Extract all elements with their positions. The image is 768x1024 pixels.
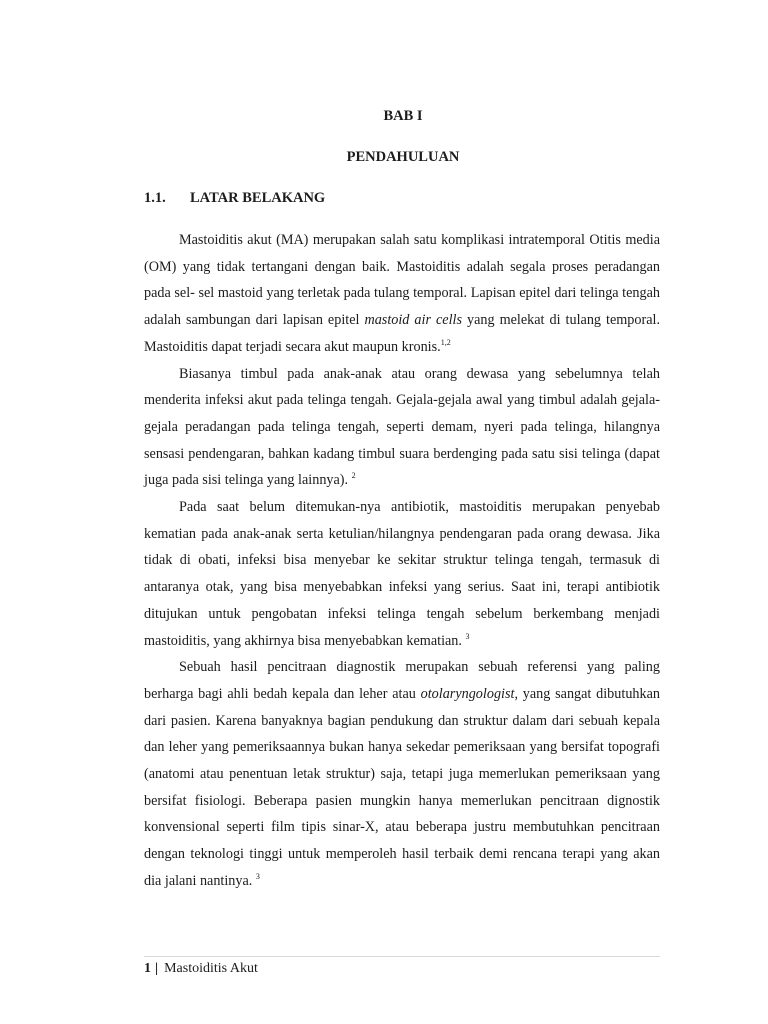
citation-ref: 2 xyxy=(351,471,356,481)
section-title: LATAR BELAKANG xyxy=(190,190,326,206)
paragraph xyxy=(144,361,660,495)
footer-separator: | xyxy=(155,961,159,976)
page-footer xyxy=(144,956,660,977)
body-text xyxy=(144,227,660,895)
page-number: 1 xyxy=(144,961,151,976)
paragraph-text: yang melekat di tulang temporal. Mastoiditis dapat terjadi secara akut maupun kronis. xyxy=(144,312,660,355)
paragraph-text: Sebuah hasil pencitraan diagnostik merupakan sebuah referensi yang paling berharga bagi ahli bedah kepala dan leher atau xyxy=(144,659,660,702)
paragraph xyxy=(144,654,660,894)
paragraph-text: , yang sangat dibutuhkan dari pasien. Karena banyaknya bagian pendukung dan struktur dalam dari sebuah kepala dan leher yang pemeriksaannya bukan hanya sekedar pemeriksaan yang bersifat topografi (anatomi atau penentuan letak struktur) saja, tetapi juga memerlukan pemeriksaan yang bersifat fisiologi. Beberapa pasien mungkin hanya memerlukan pencitraan dignostik konvensional seperti film tipis sinar-X, atau beberapa justru membutuhkan pencitraan dengan teknologi tinggi untuk memperoleh hasil terbaik demi rencana terapi yang akan dia jalani nantinya. xyxy=(144,685,660,889)
paragraph-text: Biasanya timbul pada anak-anak atau orang dewasa yang sebelumnya telah menderita infeksi akut pada telinga tengah. Gejala-gejala awal yang timbul adalah gejala-gejala peradangan pada telinga tengah, seperti demam, nyeri pada telinga, hilangnya sensasi pendengaran, bahkan kadang timbul suara berdenging pada satu sisi telinga (dapat juga pada sisi telinga yang lainnya). xyxy=(144,365,660,489)
paragraph xyxy=(144,494,660,654)
section-heading xyxy=(144,190,325,207)
footer-title: Mastoiditis Akut xyxy=(164,961,258,976)
paragraph-text: Mastoiditis akut (MA) merupakan salah satu komplikasi intratemporal Otitis media (OM) yang tidak tertangani dengan baik. Mastoiditis adalah segala proses peradangan pada sel- sel mastoid yang terletak pada tulang temporal. Lapisan epitel dari telinga tengah adalah sambungan dari lapisan epitel xyxy=(144,232,660,329)
paragraph-text: Pada saat belum ditemukan-nya antibiotik, mastoiditis merupakan penyebab kematian pada anak-anak serta ketulian/hilangnya pendengaran pada orang dewasa. Jika tidak di obati, infeksi bisa menyebar ke sekitar struktur telinga tengah, termasuk di antaranya otak, yang bisa menyebabkan infeksi yang serius. Saat ini, terapi antibiotik ditujukan untuk pengobatan infeksi telinga tengah sebelum berkembang menjadi mastoiditis, yang akhirnya bisa menyebabkan kematian. xyxy=(144,499,660,649)
citation-ref: 1,2 xyxy=(440,337,451,347)
citation-ref: 3 xyxy=(255,871,260,881)
chapter-title: PENDAHULUAN xyxy=(346,149,460,165)
chapter-number: BAB I xyxy=(383,108,423,124)
paragraph xyxy=(144,227,660,361)
citation-ref: 3 xyxy=(465,631,470,641)
section-number: 1.1. xyxy=(144,190,166,206)
italic-term: mastoid air cells xyxy=(364,312,462,329)
italic-term: otolaryngologist xyxy=(420,685,515,702)
